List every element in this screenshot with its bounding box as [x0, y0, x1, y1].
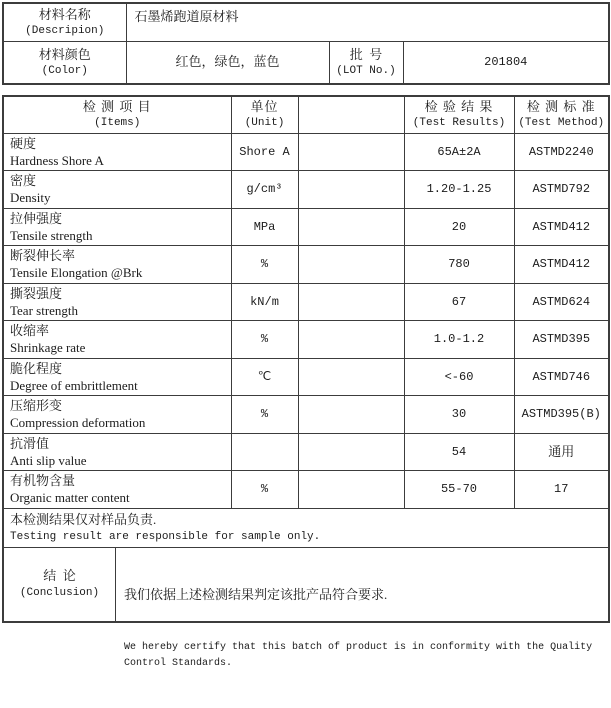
result-cell [404, 283, 514, 321]
method-cell [514, 471, 609, 509]
item-zh: 拉伸强度 [10, 210, 63, 226]
unit-header-en: (Unit) [244, 117, 285, 130]
item-zh: 抗滑值 [10, 435, 50, 451]
lot-label-zh: 批 号 [349, 46, 383, 62]
result-cell [404, 246, 514, 284]
method-value: 通用 [548, 443, 575, 459]
item-en: Tensile Elongation @Brk [10, 265, 143, 281]
material-color-label-en: (Color) [41, 64, 88, 77]
items-header-zh: 检 测 项 目 [82, 99, 152, 115]
item-en: Anti slip value [10, 452, 87, 468]
blank-cell [298, 171, 404, 209]
method-value: ASTMD746 [532, 369, 591, 384]
note-zh: 本检测结果仅对样品负责. [10, 511, 157, 527]
item-cell [3, 208, 231, 246]
unit-value: g/cm³ [246, 182, 283, 197]
item-zh: 压缩形变 [10, 398, 63, 414]
result-value: <-60 [444, 369, 474, 384]
material-info-table [2, 2, 610, 85]
test-row [3, 283, 609, 321]
note-row [3, 508, 609, 547]
result-value: 780 [448, 257, 470, 272]
item-cell [3, 396, 231, 434]
conclusion-label-zh: 结 论 [43, 568, 76, 584]
material-color-value: 红色，绿色，蓝色 [175, 54, 280, 70]
material-name-label-en: (Descripion) [25, 24, 105, 37]
blank-cell [298, 358, 404, 396]
conclusion-label [4, 548, 116, 621]
table-row [3, 41, 609, 84]
item-cell [3, 283, 231, 321]
method-value: ASTMD412 [532, 219, 591, 234]
conclusion-text-zh: 我们依据上述检测结果判定该批产品符合要求. [124, 586, 388, 602]
item-zh: 撕裂强度 [10, 285, 63, 301]
method-value: ASTMD395 [532, 332, 591, 347]
unit-cell [231, 246, 298, 284]
results-header [404, 96, 514, 133]
conclusion-label-en: (Conclusion) [19, 587, 100, 600]
item-en: Degree of embrittlement [10, 377, 138, 393]
result-cell [404, 471, 514, 509]
lot-value: 201804 [484, 55, 528, 70]
test-row [3, 171, 609, 209]
item-zh: 断裂伸长率 [10, 248, 76, 264]
method-cell [514, 358, 609, 396]
blank-cell [298, 471, 404, 509]
method-header-en: (Test Method) [518, 117, 605, 130]
method-value: ASTMD395(B) [521, 407, 601, 422]
item-zh: 收缩率 [10, 323, 50, 339]
method-value: ASTMD2240 [528, 144, 594, 159]
item-cell [3, 471, 231, 509]
item-en: Tensile strength [10, 227, 93, 243]
method-cell [514, 171, 609, 209]
results-header-zh: 检 验 结 果 [424, 99, 494, 115]
lot-label [329, 41, 403, 84]
item-en: Shrinkage rate [10, 340, 86, 356]
item-zh: 硬度 [10, 135, 37, 151]
items-header [3, 96, 231, 133]
unit-cell [231, 133, 298, 171]
material-name-label-zh: 材料名称 [38, 6, 91, 22]
unit-value: Shore A [239, 144, 290, 159]
lot-label-en: (LOT No.) [336, 64, 396, 77]
results-header-en: (Test Results) [412, 117, 506, 130]
items-header-en: (Items) [94, 117, 141, 130]
conclusion-text-en: We hereby certify that this batch of product is in conformity with the Quality Control Standards. [124, 641, 599, 669]
result-value: 1.0-1.2 [433, 332, 485, 347]
test-report-table [2, 95, 610, 669]
method-cell [514, 396, 609, 434]
method-header-zh: 检 测 标 准 [526, 99, 596, 115]
blank-cell [298, 283, 404, 321]
result-value: 20 [451, 219, 467, 234]
material-name-value: 石墨烯跑道原材料 [134, 9, 239, 24]
table-row [3, 3, 609, 41]
material-color-value-cell [126, 41, 329, 84]
note-cell [3, 508, 609, 547]
blank-cell [298, 433, 404, 471]
unit-value: % [260, 482, 269, 497]
item-zh: 有机物含量 [10, 473, 76, 489]
material-color-label [3, 41, 126, 84]
item-cell [3, 171, 231, 209]
method-cell [514, 321, 609, 359]
header-row [3, 96, 609, 133]
material-color-label-zh: 材料颜色 [38, 46, 91, 62]
unit-cell [231, 396, 298, 434]
result-value: 55-70 [440, 482, 477, 497]
unit-value: MPa [253, 219, 276, 234]
result-value: 65A±2A [437, 144, 481, 159]
method-cell [514, 246, 609, 284]
item-zh: 脆化程度 [10, 360, 63, 376]
result-cell [404, 171, 514, 209]
result-cell [404, 208, 514, 246]
unit-value: % [260, 257, 269, 272]
result-value: 67 [451, 294, 467, 309]
conclusion-cell [3, 547, 609, 669]
unit-cell [231, 433, 298, 471]
unit-cell [231, 208, 298, 246]
unit-value: % [260, 407, 269, 422]
blank-cell [298, 396, 404, 434]
result-cell [404, 396, 514, 434]
method-cell [514, 283, 609, 321]
item-cell [3, 246, 231, 284]
item-en: Density [10, 190, 51, 206]
result-value: 54 [451, 444, 467, 459]
lot-value-cell [403, 41, 609, 84]
item-cell [3, 133, 231, 171]
blank-cell [298, 321, 404, 359]
result-value: 30 [451, 407, 467, 422]
test-row [3, 133, 609, 171]
method-cell [514, 133, 609, 171]
conclusion-wrap [4, 548, 608, 669]
item-en: Hardness Shore A [10, 152, 104, 168]
item-zh: 密度 [10, 173, 37, 189]
method-value: 17 [554, 482, 569, 497]
method-cell [514, 208, 609, 246]
method-cell [514, 433, 609, 471]
item-cell [3, 321, 231, 359]
method-value: ASTMD412 [532, 257, 591, 272]
result-cell [404, 321, 514, 359]
item-cell [3, 433, 231, 471]
unit-value: ℃ [257, 369, 272, 384]
unit-value: % [260, 332, 269, 347]
unit-header [231, 96, 298, 133]
result-cell [404, 358, 514, 396]
conclusion-row [3, 547, 609, 622]
result-cell [404, 433, 514, 471]
material-name-value-cell [126, 3, 609, 41]
item-cell [3, 358, 231, 396]
test-row [3, 396, 609, 434]
test-row [3, 358, 609, 396]
item-en: Compression deformation [10, 415, 146, 431]
unit-value: kN/m [250, 294, 279, 309]
unit-cell [231, 358, 298, 396]
note-en: Testing result are responsible for sample only. [10, 530, 321, 543]
unit-cell [231, 171, 298, 209]
test-row [3, 321, 609, 359]
method-value: ASTMD624 [532, 294, 591, 309]
method-header [514, 96, 609, 133]
unit-cell [231, 321, 298, 359]
test-row [3, 246, 609, 284]
item-en: Organic matter content [10, 490, 130, 506]
unit-cell [231, 283, 298, 321]
method-value: ASTMD792 [532, 182, 591, 197]
result-value: 1.20-1.25 [426, 182, 492, 197]
blank-cell [298, 246, 404, 284]
blank-cell [298, 208, 404, 246]
test-row [3, 471, 609, 509]
test-row [3, 433, 609, 471]
item-en: Tear strength [10, 302, 79, 318]
unit-header-zh: 单位 [250, 99, 279, 115]
unit-cell [231, 471, 298, 509]
test-row [3, 208, 609, 246]
material-name-label [3, 3, 126, 41]
result-cell [404, 133, 514, 171]
conclusion-text [116, 548, 608, 669]
blank-cell [298, 133, 404, 171]
blank-header [298, 96, 404, 133]
